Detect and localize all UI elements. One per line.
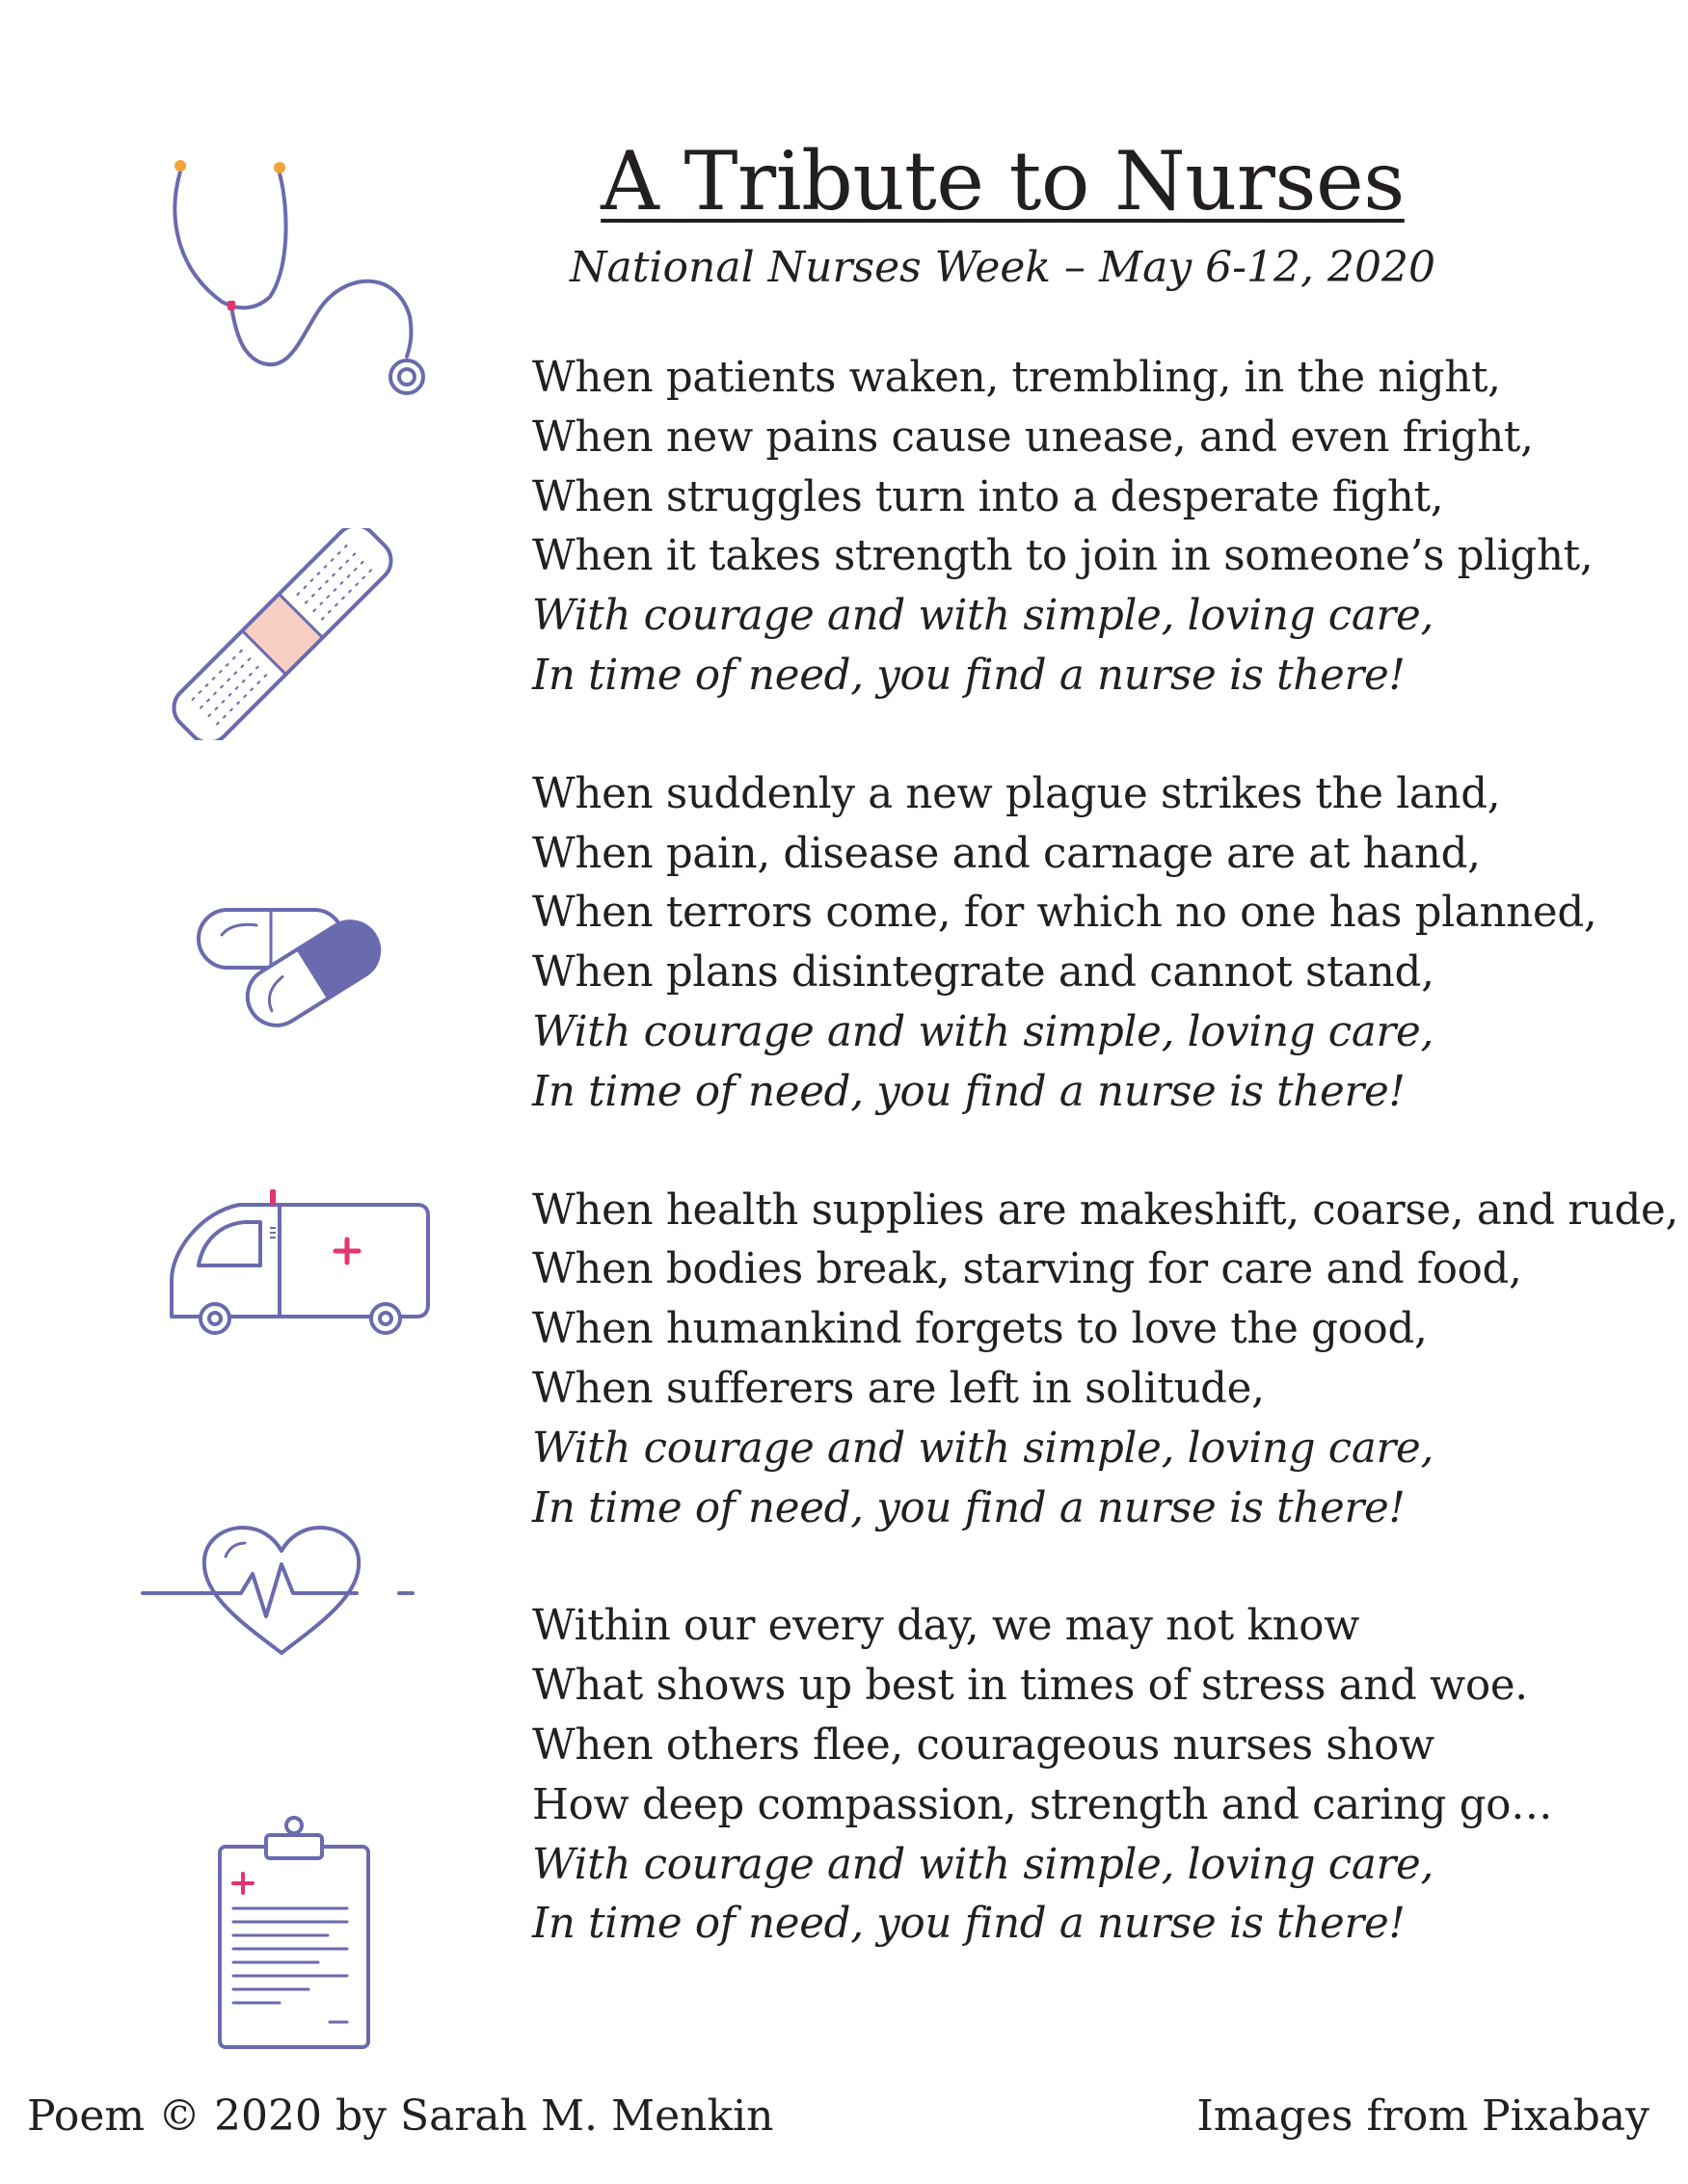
- poem-line: What shows up best in times of stress and woe.: [532, 1662, 1528, 1711]
- page-title: A Tribute to Nurses: [601, 134, 1405, 228]
- bandage-icon: [172, 528, 393, 740]
- stethoscope-icon: [154, 152, 434, 405]
- poem-line: When health supplies are makeshift, coarse, and rude,: [532, 1185, 1679, 1235]
- poem-line: When bodies break, starving for care and food,: [532, 1245, 1522, 1294]
- poem-line: When struggles turn into a desperate fight,: [532, 472, 1444, 521]
- poem-line: How deep compassion, strength and caring go…: [532, 1780, 1553, 1829]
- stanza: [532, 1182, 1679, 1539]
- refrain-line: With courage and with simple, loving care,: [532, 1840, 1433, 1889]
- stanza: [532, 1597, 1641, 1955]
- clipboard-icon: [212, 1812, 376, 2053]
- poem-line: When patients waken, trembling, in the night,: [532, 354, 1501, 402]
- poem-line: Within our every day, we may not know: [532, 1602, 1360, 1651]
- stanza: [532, 765, 1641, 1123]
- image-credit: Images from Pixabay: [1196, 2091, 1649, 2141]
- pills-icon: [193, 896, 395, 1031]
- poem-line: When pain, disease and carnage are at hand,: [532, 829, 1481, 878]
- poem-line: When suddenly a new plague strikes the land,: [532, 769, 1501, 818]
- poem-line: When plans disintegrate and cannot stand,: [532, 948, 1434, 998]
- poem: [532, 349, 1679, 2013]
- refrain-line: In time of need, you find a nurse is there!: [532, 651, 1406, 700]
- poem-line: When humankind forgets to love the good,: [532, 1305, 1428, 1354]
- refrain-line: With courage and with simple, loving care,: [532, 1424, 1433, 1473]
- refrain-line: In time of need, you find a nurse is there!: [532, 1067, 1406, 1116]
- poem-line: When others flee, courageous nurses show: [532, 1720, 1434, 1770]
- subtitle: National Nurses Week – May 6-12, 2020: [570, 243, 1435, 292]
- title-block: [540, 133, 1465, 295]
- refrain-line: In time of need, you find a nurse is there!: [532, 1900, 1406, 1949]
- poem-line: When terrors come, for which no one has planned,: [532, 889, 1597, 938]
- refrain-line: In time of need, you find a nurse is there!: [532, 1483, 1406, 1532]
- refrain-line: With courage and with simple, loving care,: [532, 1007, 1433, 1056]
- stanza: [532, 349, 1641, 706]
- poem-line: When new pains cause unease, and even fright,: [532, 413, 1534, 462]
- poem-line: When sufferers are left in solitude,: [532, 1364, 1265, 1413]
- heartbeat-icon: [137, 1508, 426, 1672]
- poem-credit: Poem © 2020 by Sarah M. Menkin: [27, 2091, 774, 2141]
- ambulance-icon: [162, 1184, 432, 1342]
- refrain-line: With courage and with simple, loving care,: [532, 592, 1433, 641]
- poem-line: When it takes strength to join in someone’s plight,: [532, 532, 1594, 581]
